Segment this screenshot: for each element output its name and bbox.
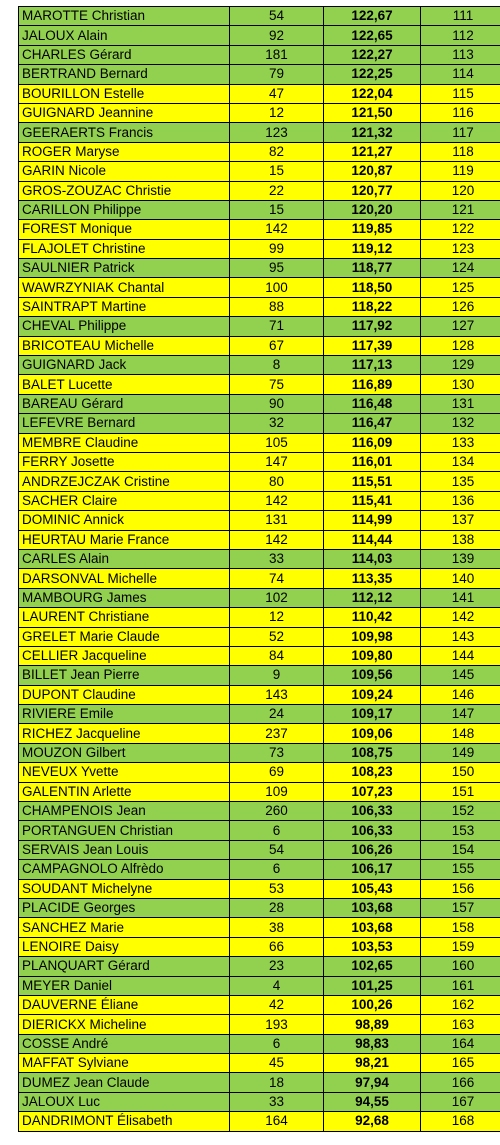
average-score-cell: 98,83 bbox=[324, 1034, 421, 1053]
games-played-cell: 105 bbox=[230, 433, 324, 452]
average-score-cell: 107,23 bbox=[324, 782, 421, 801]
games-played-cell: 99 bbox=[230, 239, 324, 258]
games-played-cell: 74 bbox=[230, 569, 324, 588]
ranking-table bbox=[18, 6, 500, 1132]
rank-cell: 165 bbox=[421, 1054, 500, 1073]
rank-cell: 131 bbox=[421, 394, 500, 413]
games-played-cell: 71 bbox=[230, 317, 324, 336]
games-played-cell: 82 bbox=[230, 142, 324, 161]
average-score-cell: 120,20 bbox=[324, 200, 421, 219]
average-score-cell: 109,98 bbox=[324, 627, 421, 646]
average-score-cell: 118,22 bbox=[324, 297, 421, 316]
games-played-cell: 88 bbox=[230, 297, 324, 316]
average-score-cell: 116,01 bbox=[324, 452, 421, 471]
player-name-cell: SANCHEZ Marie bbox=[19, 918, 230, 937]
rank-cell: 125 bbox=[421, 278, 500, 297]
games-played-cell: 15 bbox=[230, 200, 324, 219]
table-row bbox=[19, 45, 500, 64]
player-name-cell: BAREAU Gérard bbox=[19, 394, 230, 413]
average-score-cell: 112,12 bbox=[324, 588, 421, 607]
average-score-cell: 109,17 bbox=[324, 705, 421, 724]
player-name-cell: GROS-ZOUZAC Christie bbox=[19, 181, 230, 200]
average-score-cell: 97,94 bbox=[324, 1073, 421, 1092]
average-score-cell: 109,56 bbox=[324, 666, 421, 685]
table-row bbox=[19, 763, 500, 782]
table-row bbox=[19, 840, 500, 859]
rank-cell: 167 bbox=[421, 1092, 500, 1111]
average-score-cell: 102,65 bbox=[324, 957, 421, 976]
games-played-cell: 4 bbox=[230, 976, 324, 995]
rank-cell: 164 bbox=[421, 1034, 500, 1053]
average-score-cell: 106,26 bbox=[324, 840, 421, 859]
player-name-cell: RIVIERE Emile bbox=[19, 705, 230, 724]
rank-cell: 128 bbox=[421, 336, 500, 355]
games-played-cell: 66 bbox=[230, 937, 324, 956]
table-row bbox=[19, 259, 500, 278]
games-played-cell: 12 bbox=[230, 103, 324, 122]
player-name-cell: MAMBOURG James bbox=[19, 588, 230, 607]
table-row bbox=[19, 782, 500, 801]
player-name-cell: DANDRIMONT Élisabeth bbox=[19, 1112, 230, 1131]
rank-cell: 118 bbox=[421, 142, 500, 161]
table-row bbox=[19, 162, 500, 181]
table-row bbox=[19, 375, 500, 394]
rank-cell: 113 bbox=[421, 45, 500, 64]
table-row bbox=[19, 239, 500, 258]
rank-cell: 149 bbox=[421, 743, 500, 762]
games-played-cell: 142 bbox=[230, 220, 324, 239]
games-played-cell: 100 bbox=[230, 278, 324, 297]
player-name-cell: CAMPAGNOLO Alfrèdo bbox=[19, 860, 230, 879]
average-score-cell: 114,99 bbox=[324, 511, 421, 530]
player-name-cell: PLACIDE Georges bbox=[19, 898, 230, 917]
games-played-cell: 6 bbox=[230, 821, 324, 840]
games-played-cell: 52 bbox=[230, 627, 324, 646]
rank-cell: 168 bbox=[421, 1112, 500, 1131]
table-row bbox=[19, 685, 500, 704]
player-name-cell: MEYER Daniel bbox=[19, 976, 230, 995]
average-score-cell: 110,42 bbox=[324, 608, 421, 627]
player-name-cell: FOREST Monique bbox=[19, 220, 230, 239]
average-score-cell: 120,77 bbox=[324, 181, 421, 200]
rank-cell: 138 bbox=[421, 530, 500, 549]
games-played-cell: 84 bbox=[230, 646, 324, 665]
table-row bbox=[19, 142, 500, 161]
average-score-cell: 108,75 bbox=[324, 743, 421, 762]
games-played-cell: 18 bbox=[230, 1073, 324, 1092]
table-row bbox=[19, 530, 500, 549]
rank-cell: 147 bbox=[421, 705, 500, 724]
table-row bbox=[19, 452, 500, 471]
rank-cell: 134 bbox=[421, 452, 500, 471]
average-score-cell: 103,68 bbox=[324, 898, 421, 917]
table-row bbox=[19, 1034, 500, 1053]
table-row bbox=[19, 860, 500, 879]
rank-cell: 111 bbox=[421, 7, 500, 26]
average-score-cell: 115,41 bbox=[324, 491, 421, 510]
table-row bbox=[19, 608, 500, 627]
player-name-cell: GALENTIN Arlette bbox=[19, 782, 230, 801]
games-played-cell: 9 bbox=[230, 666, 324, 685]
average-score-cell: 120,87 bbox=[324, 162, 421, 181]
player-name-cell: DARSONVAL Michelle bbox=[19, 569, 230, 588]
average-score-cell: 100,26 bbox=[324, 995, 421, 1014]
player-name-cell: DAUVERNE Éliane bbox=[19, 995, 230, 1014]
games-played-cell: 32 bbox=[230, 414, 324, 433]
average-score-cell: 121,50 bbox=[324, 103, 421, 122]
table-row bbox=[19, 84, 500, 103]
table-row bbox=[19, 491, 500, 510]
average-score-cell: 119,85 bbox=[324, 220, 421, 239]
player-name-cell: MAFFAT Sylviane bbox=[19, 1054, 230, 1073]
games-played-cell: 42 bbox=[230, 995, 324, 1014]
table-row bbox=[19, 103, 500, 122]
games-played-cell: 143 bbox=[230, 685, 324, 704]
rank-cell: 142 bbox=[421, 608, 500, 627]
average-score-cell: 103,68 bbox=[324, 918, 421, 937]
average-score-cell: 118,77 bbox=[324, 259, 421, 278]
games-played-cell: 33 bbox=[230, 549, 324, 568]
average-score-cell: 106,33 bbox=[324, 802, 421, 821]
average-score-cell: 116,47 bbox=[324, 414, 421, 433]
games-played-cell: 90 bbox=[230, 394, 324, 413]
player-name-cell: MAROTTE Christian bbox=[19, 7, 230, 26]
games-played-cell: 260 bbox=[230, 802, 324, 821]
rank-cell: 112 bbox=[421, 26, 500, 45]
average-score-cell: 122,67 bbox=[324, 7, 421, 26]
table-row bbox=[19, 1073, 500, 1092]
table-row bbox=[19, 627, 500, 646]
rank-cell: 120 bbox=[421, 181, 500, 200]
games-played-cell: 69 bbox=[230, 763, 324, 782]
average-score-cell: 105,43 bbox=[324, 879, 421, 898]
games-played-cell: 15 bbox=[230, 162, 324, 181]
table-row bbox=[19, 200, 500, 219]
player-name-cell: FLAJOLET Christine bbox=[19, 239, 230, 258]
rank-cell: 126 bbox=[421, 297, 500, 316]
player-name-cell: MEMBRE Claudine bbox=[19, 433, 230, 452]
table-row bbox=[19, 123, 500, 142]
table-row bbox=[19, 336, 500, 355]
games-played-cell: 47 bbox=[230, 84, 324, 103]
table-row bbox=[19, 433, 500, 452]
table-row bbox=[19, 317, 500, 336]
table-row bbox=[19, 7, 500, 26]
player-name-cell: HEURTAU Marie France bbox=[19, 530, 230, 549]
rank-cell: 160 bbox=[421, 957, 500, 976]
player-name-cell: ROGER Maryse bbox=[19, 142, 230, 161]
rank-cell: 127 bbox=[421, 317, 500, 336]
player-name-cell: FERRY Josette bbox=[19, 452, 230, 471]
table-row bbox=[19, 220, 500, 239]
player-name-cell: COSSE André bbox=[19, 1034, 230, 1053]
table-row bbox=[19, 918, 500, 937]
average-score-cell: 113,35 bbox=[324, 569, 421, 588]
average-score-cell: 121,32 bbox=[324, 123, 421, 142]
player-name-cell: BOURILLON Estelle bbox=[19, 84, 230, 103]
table-row bbox=[19, 65, 500, 84]
rank-cell: 119 bbox=[421, 162, 500, 181]
games-played-cell: 12 bbox=[230, 608, 324, 627]
games-played-cell: 54 bbox=[230, 7, 324, 26]
table-row bbox=[19, 1015, 500, 1034]
player-name-cell: JALOUX Luc bbox=[19, 1092, 230, 1111]
games-played-cell: 53 bbox=[230, 879, 324, 898]
rank-cell: 130 bbox=[421, 375, 500, 394]
games-played-cell: 33 bbox=[230, 1092, 324, 1111]
rank-cell: 123 bbox=[421, 239, 500, 258]
rank-cell: 151 bbox=[421, 782, 500, 801]
average-score-cell: 109,80 bbox=[324, 646, 421, 665]
average-score-cell: 101,25 bbox=[324, 976, 421, 995]
player-name-cell: WAWRZYNIAK Chantal bbox=[19, 278, 230, 297]
average-score-cell: 117,13 bbox=[324, 356, 421, 375]
table-row bbox=[19, 549, 500, 568]
average-score-cell: 98,21 bbox=[324, 1054, 421, 1073]
player-name-cell: DIERICKX Micheline bbox=[19, 1015, 230, 1034]
games-played-cell: 164 bbox=[230, 1112, 324, 1131]
player-name-cell: ANDRZEJCZAK Cristine bbox=[19, 472, 230, 491]
table-row bbox=[19, 278, 500, 297]
player-name-cell: DUMEZ Jean Claude bbox=[19, 1073, 230, 1092]
games-played-cell: 24 bbox=[230, 705, 324, 724]
table-row bbox=[19, 705, 500, 724]
games-played-cell: 237 bbox=[230, 724, 324, 743]
player-name-cell: BRICOTEAU Michelle bbox=[19, 336, 230, 355]
games-played-cell: 38 bbox=[230, 918, 324, 937]
table-row bbox=[19, 724, 500, 743]
average-score-cell: 94,55 bbox=[324, 1092, 421, 1111]
average-score-cell: 103,53 bbox=[324, 937, 421, 956]
table-row bbox=[19, 802, 500, 821]
games-played-cell: 79 bbox=[230, 65, 324, 84]
table-row bbox=[19, 995, 500, 1014]
player-name-cell: BERTRAND Bernard bbox=[19, 65, 230, 84]
rank-cell: 136 bbox=[421, 491, 500, 510]
rank-cell: 116 bbox=[421, 103, 500, 122]
average-score-cell: 109,24 bbox=[324, 685, 421, 704]
player-name-cell: GRELET Marie Claude bbox=[19, 627, 230, 646]
games-played-cell: 22 bbox=[230, 181, 324, 200]
table-row bbox=[19, 821, 500, 840]
table-row bbox=[19, 588, 500, 607]
average-score-cell: 109,06 bbox=[324, 724, 421, 743]
table-row bbox=[19, 394, 500, 413]
table-row bbox=[19, 1054, 500, 1073]
player-name-cell: SAULNIER Patrick bbox=[19, 259, 230, 278]
table-row bbox=[19, 957, 500, 976]
rank-cell: 140 bbox=[421, 569, 500, 588]
table-row bbox=[19, 1092, 500, 1111]
games-played-cell: 123 bbox=[230, 123, 324, 142]
player-name-cell: SACHER Claire bbox=[19, 491, 230, 510]
average-score-cell: 114,44 bbox=[324, 530, 421, 549]
average-score-cell: 106,33 bbox=[324, 821, 421, 840]
rank-cell: 137 bbox=[421, 511, 500, 530]
player-name-cell: CHAMPENOIS Jean bbox=[19, 802, 230, 821]
games-played-cell: 45 bbox=[230, 1054, 324, 1073]
average-score-cell: 122,27 bbox=[324, 45, 421, 64]
games-played-cell: 109 bbox=[230, 782, 324, 801]
average-score-cell: 116,09 bbox=[324, 433, 421, 452]
games-played-cell: 102 bbox=[230, 588, 324, 607]
games-played-cell: 95 bbox=[230, 259, 324, 278]
rank-cell: 155 bbox=[421, 860, 500, 879]
games-played-cell: 142 bbox=[230, 491, 324, 510]
rank-cell: 161 bbox=[421, 976, 500, 995]
average-score-cell: 98,89 bbox=[324, 1015, 421, 1034]
games-played-cell: 142 bbox=[230, 530, 324, 549]
player-name-cell: NEVEUX Yvette bbox=[19, 763, 230, 782]
games-played-cell: 6 bbox=[230, 860, 324, 879]
player-name-cell: DOMINIC Annick bbox=[19, 511, 230, 530]
table-row bbox=[19, 26, 500, 45]
player-name-cell: SOUDANT Michelyne bbox=[19, 879, 230, 898]
average-score-cell: 115,51 bbox=[324, 472, 421, 491]
table-row bbox=[19, 511, 500, 530]
player-name-cell: PLANQUART Gérard bbox=[19, 957, 230, 976]
average-score-cell: 116,89 bbox=[324, 375, 421, 394]
rank-cell: 159 bbox=[421, 937, 500, 956]
average-score-cell: 106,17 bbox=[324, 860, 421, 879]
player-name-cell: LEFEVRE Bernard bbox=[19, 414, 230, 433]
table-row bbox=[19, 976, 500, 995]
rank-cell: 150 bbox=[421, 763, 500, 782]
rank-cell: 117 bbox=[421, 123, 500, 142]
player-name-cell: CHEVAL Philippe bbox=[19, 317, 230, 336]
average-score-cell: 122,04 bbox=[324, 84, 421, 103]
average-score-cell: 118,50 bbox=[324, 278, 421, 297]
player-name-cell: CARILLON Philippe bbox=[19, 200, 230, 219]
rank-cell: 158 bbox=[421, 918, 500, 937]
games-played-cell: 131 bbox=[230, 511, 324, 530]
player-name-cell: LAURENT Christiane bbox=[19, 608, 230, 627]
table-row bbox=[19, 297, 500, 316]
average-score-cell: 121,27 bbox=[324, 142, 421, 161]
games-played-cell: 73 bbox=[230, 743, 324, 762]
player-name-cell: CHARLES Gérard bbox=[19, 45, 230, 64]
average-score-cell: 117,39 bbox=[324, 336, 421, 355]
average-score-cell: 108,23 bbox=[324, 763, 421, 782]
table-row bbox=[19, 937, 500, 956]
rank-cell: 146 bbox=[421, 685, 500, 704]
table-row bbox=[19, 666, 500, 685]
player-name-cell: CELLIER Jacqueline bbox=[19, 646, 230, 665]
rank-cell: 162 bbox=[421, 995, 500, 1014]
rank-cell: 133 bbox=[421, 433, 500, 452]
games-played-cell: 80 bbox=[230, 472, 324, 491]
games-played-cell: 8 bbox=[230, 356, 324, 375]
table-row bbox=[19, 569, 500, 588]
rank-cell: 156 bbox=[421, 879, 500, 898]
rank-cell: 152 bbox=[421, 802, 500, 821]
table-row bbox=[19, 414, 500, 433]
rank-cell: 166 bbox=[421, 1073, 500, 1092]
player-name-cell: GEERAERTS Francis bbox=[19, 123, 230, 142]
table-row bbox=[19, 646, 500, 665]
rank-cell: 141 bbox=[421, 588, 500, 607]
games-played-cell: 193 bbox=[230, 1015, 324, 1034]
rank-cell: 143 bbox=[421, 627, 500, 646]
rank-cell: 115 bbox=[421, 84, 500, 103]
rank-cell: 153 bbox=[421, 821, 500, 840]
rank-cell: 148 bbox=[421, 724, 500, 743]
rank-cell: 157 bbox=[421, 898, 500, 917]
ranking-table-body bbox=[19, 7, 500, 1132]
rank-cell: 135 bbox=[421, 472, 500, 491]
rank-cell: 129 bbox=[421, 356, 500, 375]
player-name-cell: DUPONT Claudine bbox=[19, 685, 230, 704]
player-name-cell: RICHEZ Jacqueline bbox=[19, 724, 230, 743]
rank-cell: 124 bbox=[421, 259, 500, 278]
rank-cell: 154 bbox=[421, 840, 500, 859]
rank-cell: 144 bbox=[421, 646, 500, 665]
average-score-cell: 114,03 bbox=[324, 549, 421, 568]
games-played-cell: 54 bbox=[230, 840, 324, 859]
rank-cell: 139 bbox=[421, 549, 500, 568]
average-score-cell: 122,65 bbox=[324, 26, 421, 45]
games-played-cell: 92 bbox=[230, 26, 324, 45]
player-name-cell: SAINTRAPT Martine bbox=[19, 297, 230, 316]
rank-cell: 163 bbox=[421, 1015, 500, 1034]
games-played-cell: 147 bbox=[230, 452, 324, 471]
games-played-cell: 6 bbox=[230, 1034, 324, 1053]
games-played-cell: 23 bbox=[230, 957, 324, 976]
player-name-cell: BILLET Jean Pierre bbox=[19, 666, 230, 685]
rank-cell: 121 bbox=[421, 200, 500, 219]
player-name-cell: SERVAIS Jean Louis bbox=[19, 840, 230, 859]
player-name-cell: LENOIRE Daisy bbox=[19, 937, 230, 956]
average-score-cell: 122,25 bbox=[324, 65, 421, 84]
table-row bbox=[19, 472, 500, 491]
player-name-cell: MOUZON Gilbert bbox=[19, 743, 230, 762]
table-row bbox=[19, 879, 500, 898]
games-played-cell: 28 bbox=[230, 898, 324, 917]
rank-cell: 145 bbox=[421, 666, 500, 685]
player-name-cell: GUIGNARD Jeannine bbox=[19, 103, 230, 122]
average-score-cell: 117,92 bbox=[324, 317, 421, 336]
games-played-cell: 75 bbox=[230, 375, 324, 394]
player-name-cell: GARIN Nicole bbox=[19, 162, 230, 181]
table-row bbox=[19, 356, 500, 375]
player-name-cell: JALOUX Alain bbox=[19, 26, 230, 45]
table-row bbox=[19, 743, 500, 762]
average-score-cell: 92,68 bbox=[324, 1112, 421, 1131]
rank-cell: 132 bbox=[421, 414, 500, 433]
player-name-cell: BALET Lucette bbox=[19, 375, 230, 394]
average-score-cell: 119,12 bbox=[324, 239, 421, 258]
player-name-cell: CARLES Alain bbox=[19, 549, 230, 568]
player-name-cell: GUIGNARD Jack bbox=[19, 356, 230, 375]
rank-cell: 114 bbox=[421, 65, 500, 84]
table-row bbox=[19, 181, 500, 200]
rank-cell: 122 bbox=[421, 220, 500, 239]
games-played-cell: 181 bbox=[230, 45, 324, 64]
average-score-cell: 116,48 bbox=[324, 394, 421, 413]
games-played-cell: 67 bbox=[230, 336, 324, 355]
table-row bbox=[19, 1112, 500, 1131]
player-name-cell: PORTANGUEN Christian bbox=[19, 821, 230, 840]
table-row bbox=[19, 898, 500, 917]
